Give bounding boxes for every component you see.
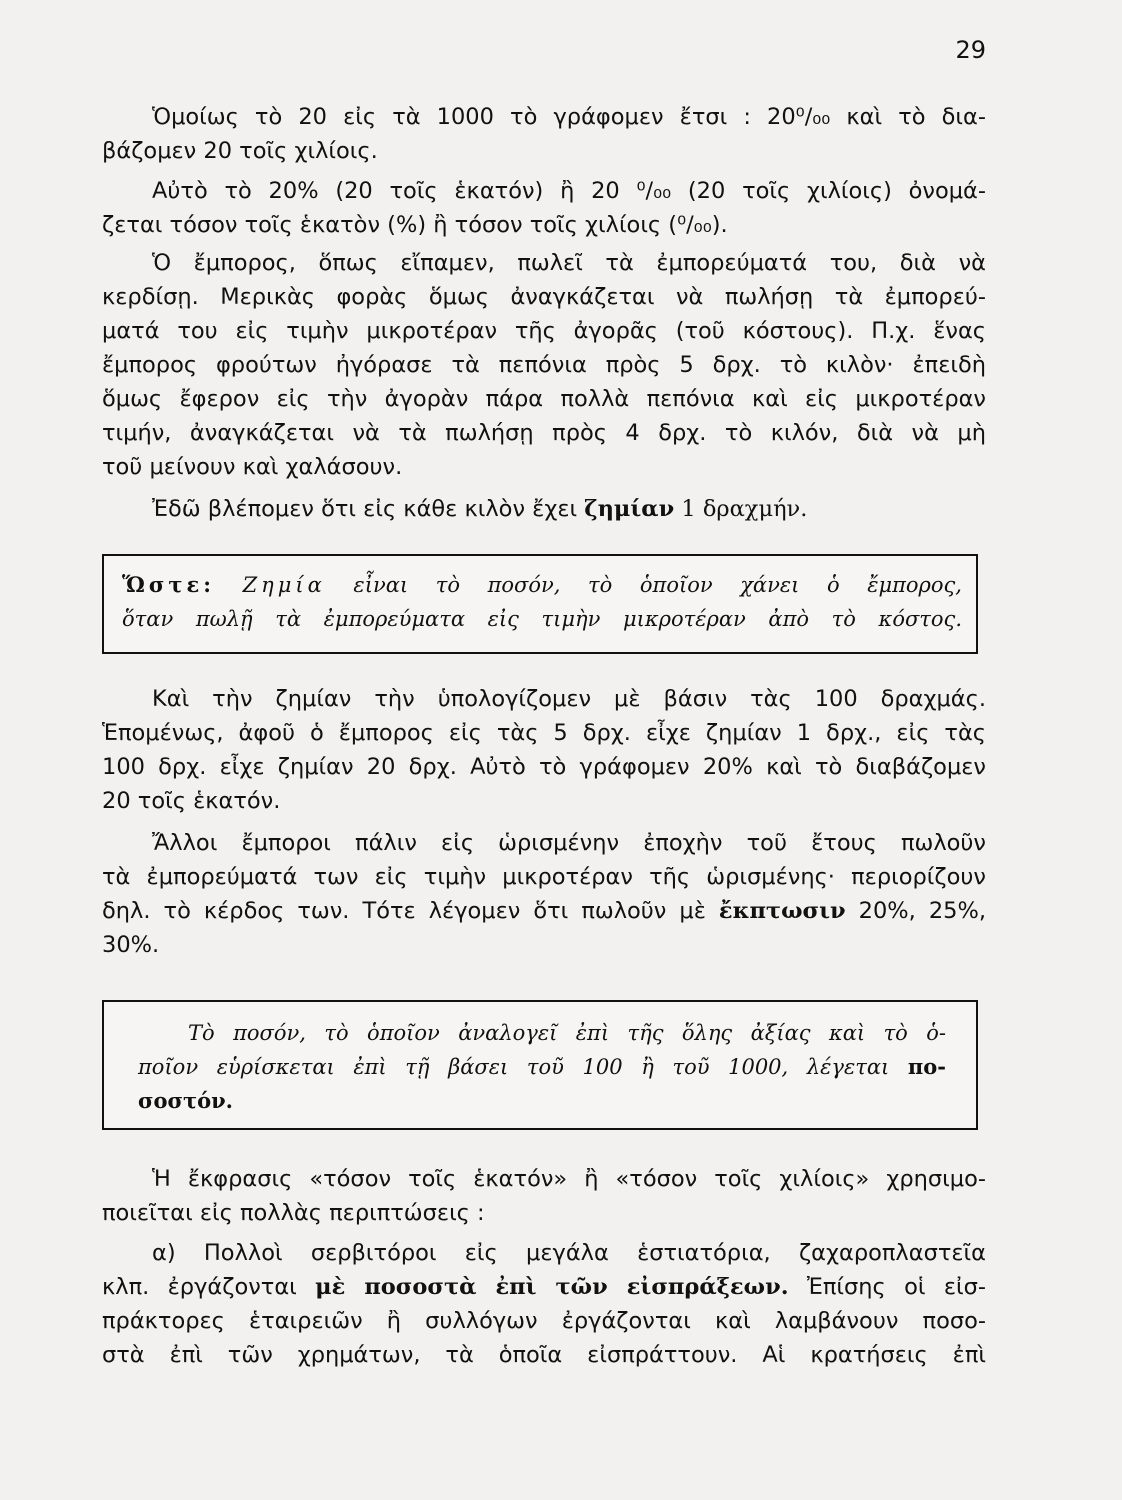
text-run: δηλ. τὸ κέρδος των. Τότε λέγομεν ὅτι πωλοῦν μὲ xyxy=(102,898,719,924)
text-line: Τὸ ποσόν, τὸ ὁποῖον ἀναλογεῖ ἐπὶ τῆς ὅλης ἀξίας καὶ τὸ ὁ- xyxy=(188,1021,946,1045)
text-line: Ἑπομένως, ἀφοῦ ὁ ἔμπορος εἰς τὰς 5 δρχ. εἶχε ζημίαν 1 δρχ., εἰς τὰς xyxy=(102,720,986,746)
text-line xyxy=(102,1270,986,1304)
text-line: ἔμπορος φρούτων ἠγόρασε τὰ πεπόνια πρὸς 5 δρχ. τὸ κιλὸν· ἐπειδὴ xyxy=(102,352,986,378)
text-line: Καὶ τὴν ζημίαν τὴν ὑπολογίζομεν μὲ βάσιν τὰς 100 δραχμάς. xyxy=(152,686,986,712)
text-line: ὅμως ἔφερον εἰς τὴν ἀγορὰν πάρα πολλὰ πεπόνια καὶ εἰς μικροτέραν xyxy=(102,386,986,412)
text-line xyxy=(138,1084,946,1118)
text-line xyxy=(138,1050,946,1084)
text-line: βάζομεν 20 τοῖς χιλίοις. xyxy=(102,138,378,164)
text-run: Ἐπίσης οἱ εἰσ- xyxy=(788,1274,987,1300)
text-line: ὅταν πωλῇ τὰ ἐμπορεύματα εἰς τιμὴν μικροτέραν ἀπὸ τὸ κόστος. xyxy=(122,607,962,631)
text-line: ζεται τόσον τοῖς ἑκατὸν (%) ἢ τόσον τοῖς χιλίοις (⁰/₀₀). xyxy=(102,212,728,238)
text-line: τιμήν, ἀναγκάζεται νὰ τὰ πωλήσῃ πρὸς 4 δρχ. τὸ κιλόν, διὰ νὰ μὴ xyxy=(102,420,986,446)
paragraph-permille-intro xyxy=(102,100,986,168)
text-line xyxy=(122,568,962,602)
bold-term-commission: μὲ ποσοστὰ ἐπὶ τῶν εἰσπράξεων. xyxy=(315,1274,789,1300)
text-line: Αὐτὸ τὸ 20% (20 τοῖς ἑκατόν) ἢ 20 ⁰/₀₀ (20 τοῖς χιλίοις) ὀνομά- xyxy=(152,178,986,204)
term-loss: Ζημία xyxy=(242,573,326,597)
text-line: ποιεῖται εἰς πολλὰς περιπτώσεις : xyxy=(102,1200,485,1226)
text-line xyxy=(102,894,986,928)
text-run: Ἐδῶ βλέπομεν ὅτι εἰς κάθε κιλὸν ἔχει xyxy=(152,496,585,522)
text-line xyxy=(102,492,986,526)
text-line: 20 τοῖς ἑκατόν. xyxy=(102,788,281,814)
definition-box-loss xyxy=(102,554,978,654)
paragraph-example-waiters xyxy=(102,1236,986,1372)
paragraph-usage xyxy=(102,1162,986,1230)
text-line: 30%. xyxy=(102,932,160,958)
text-line: ματά του εἰς τιμὴν μικροτέραν τῆς ἀγορᾶς (τοῦ κόστους). Π.χ. ἕνας xyxy=(102,318,986,344)
paragraph-percent-definition xyxy=(102,174,986,242)
text-run: ποῖον εὑρίσκεται ἐπὶ τῇ βάσει τοῦ 100 ἢ τοῦ 1000, λέγεται xyxy=(138,1055,908,1079)
bold-term-loss: ζημίαν xyxy=(584,496,675,522)
bold-term-discount: ἔκπτωσιν xyxy=(718,898,846,924)
text-line: στὰ ἐπὶ τῶν χρημάτων, τὰ ὁποῖα εἰσπράττουν. Αἱ κρατήσεις ἐπὶ xyxy=(102,1342,986,1368)
text-line: 100 δρχ. εἶχε ζημίαν 20 δρχ. Αὐτὸ τὸ γράφομεν 20% καὶ τὸ διαβάζομεν xyxy=(102,754,986,780)
text-line: Ἄλλοι ἔμποροι πάλιν εἰς ὡρισμένην ἐποχὴν τοῦ ἔτους πωλοῦν xyxy=(152,830,986,856)
text-line: πράκτορες ἑταιρειῶν ἢ συλλόγων ἐργάζονται καὶ λαμβάνουν ποσο- xyxy=(102,1308,986,1334)
text-line: Ἡ ἔκφρασις «τόσον τοῖς ἑκατόν» ἢ «τόσον τοῖς χιλίοις» χρησιμο- xyxy=(152,1166,986,1192)
text-line: τὰ ἐμπορεύματά των εἰς τιμὴν μικροτέραν τῆς ὡρισμένης· περιορίζουν xyxy=(102,864,986,890)
text-run: εἶναι τὸ ποσόν, τὸ ὁποῖον χάνει ὁ ἔμπορος, xyxy=(325,573,962,597)
text-line: Ὁμοίως τὸ 20 εἰς τὰ 1000 τὸ γράφομεν ἔτσι : 20⁰/₀₀ καὶ τὸ δια- xyxy=(152,104,986,130)
text-run: κλπ. ἐργάζονται xyxy=(102,1274,316,1300)
paragraph-loss-calculation xyxy=(102,682,986,818)
text-run: 20%, 25%, xyxy=(845,898,986,924)
paragraph-loss-per-kilo xyxy=(102,492,986,526)
text-line: κερδίσῃ. Μερικὰς φορὰς ὅμως ἀναγκάζεται νὰ πωλήσῃ τὰ ἐμπορεύ- xyxy=(102,284,986,310)
text-line: α) Πολλοὶ σερβιτόροι εἰς μεγάλα ἑστιατόρια, ζαχαροπλαστεῖα xyxy=(152,1240,986,1266)
label-therefore: Ὥστε: xyxy=(122,572,215,597)
page-number: 29 xyxy=(955,36,986,64)
bold-term-percentage: πο- xyxy=(907,1054,946,1079)
paragraph-merchant-loss xyxy=(102,246,986,484)
text-line: τοῦ μείνουν καὶ χαλάσουν. xyxy=(102,454,403,480)
text-line: Ὁ ἔμπορος, ὅπως εἴπαμεν, πωλεῖ τὰ ἐμπορεύματά του, διὰ νὰ xyxy=(152,250,986,276)
text-run: 1 δραχμήν. xyxy=(674,496,808,522)
paragraph-discount xyxy=(102,826,986,962)
definition-box-percentage xyxy=(102,1000,978,1130)
bold-term-percentage-cont: σοστόν. xyxy=(138,1088,233,1113)
